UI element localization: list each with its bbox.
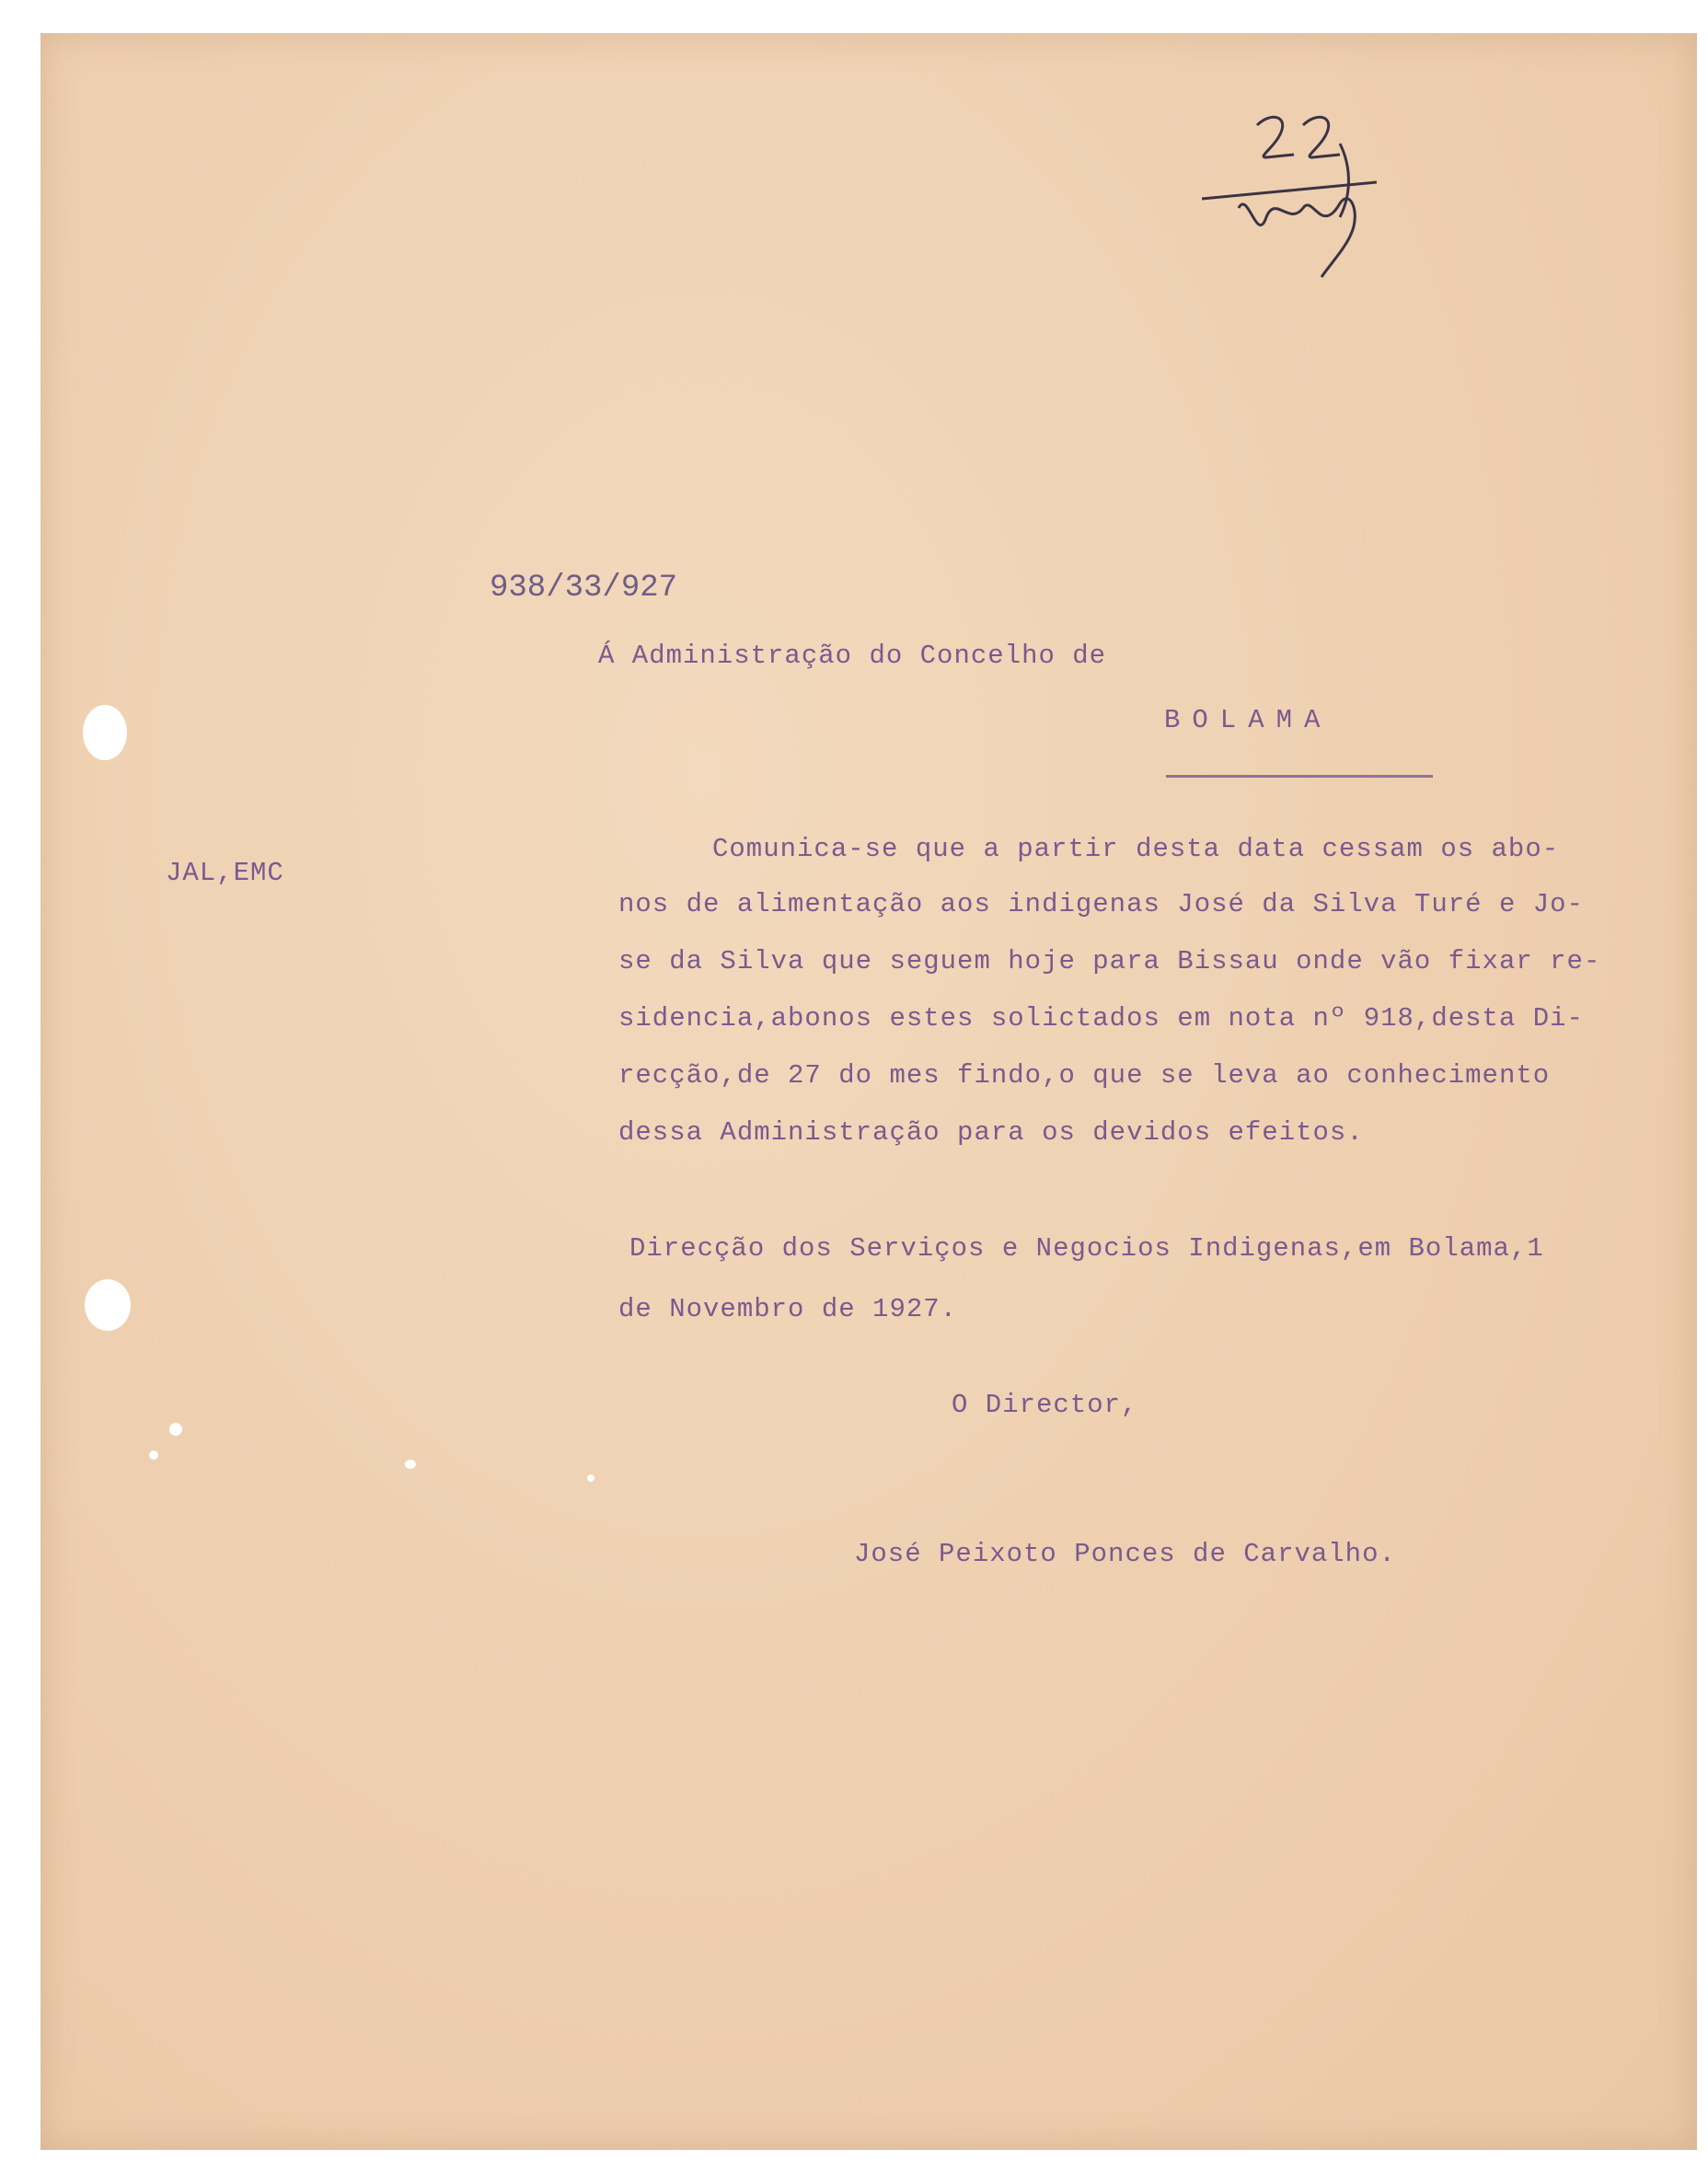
addressee-place: BOLAMA [1164, 705, 1333, 735]
punch-hole-bottom [85, 1279, 131, 1331]
body-line: nos de alimentação aos indigenas José da Silva Turé e Jo- [618, 889, 1584, 919]
reference-number: 938/33/927 [490, 571, 678, 606]
closing-line: de Novembro de 1927. [618, 1294, 958, 1324]
paper-speck [405, 1460, 416, 1469]
signatory-name: José Peixoto Ponces de Carvalho. [854, 1539, 1396, 1569]
closing-line: Direcção dos Serviços e Negocios Indigenas,em Bolama,1 [629, 1233, 1544, 1264]
body-line: recção,de 27 do mes findo,o que se leva ao conhecimento [618, 1060, 1551, 1091]
paper-speck [587, 1474, 594, 1482]
handwritten-folio-mark [1202, 107, 1404, 291]
body-line: se da Silva que seguem hoje para Bissau onde vão fixar re- [618, 946, 1601, 976]
paper-speck [169, 1423, 182, 1436]
signature-title: O Director, [952, 1390, 1138, 1420]
margin-initials: JAL,EMC [166, 858, 284, 888]
body-line: Comunica-se que a partir desta data cessam os abo- [712, 834, 1560, 864]
body-line: dessa Administração para os devidos efeitos. [618, 1117, 1364, 1148]
punch-hole-top [83, 705, 127, 760]
paper-speck [149, 1450, 158, 1460]
body-line: sidencia,abonos estes solictados em nota nº 918,desta Di- [618, 1003, 1584, 1034]
paper-sheet [40, 33, 1697, 2150]
addressee-place-underline [1166, 775, 1433, 778]
addressee-line: Á Administração do Concelho de [598, 641, 1107, 671]
